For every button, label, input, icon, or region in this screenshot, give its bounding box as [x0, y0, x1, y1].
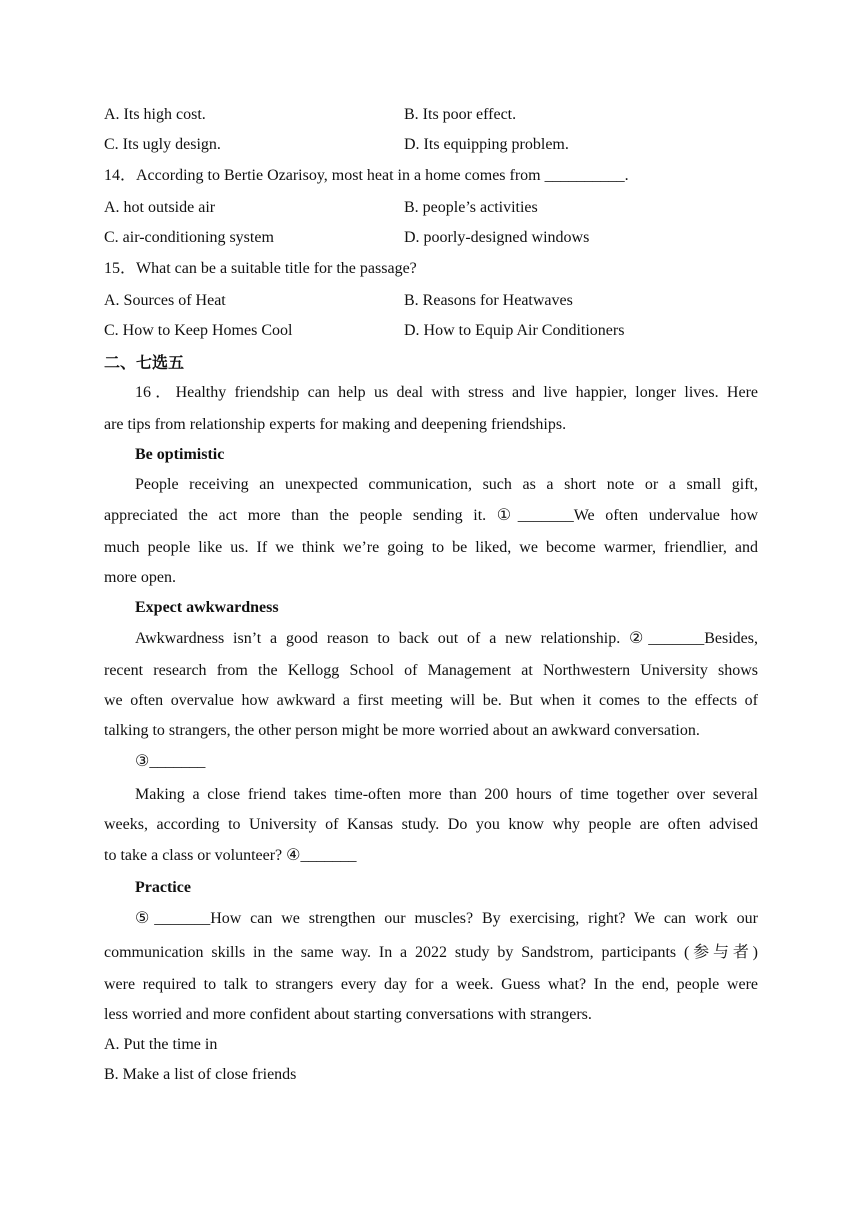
subheading-practice: Practice — [135, 879, 191, 896]
passage-intro-line-2: are tips from relationship experts for making and deepening friendships. — [104, 416, 567, 433]
paragraph-1-line-4: more open. — [104, 569, 176, 586]
paragraph-4-line-2: communication skills in the same way. In a 2022 study by Sandstrom, participants (参与者) — [104, 944, 758, 961]
q15-option-d: D. How to Equip Air Conditioners — [404, 322, 625, 339]
paragraph-3-line-1: Making a close friend takes time-often more than 200 hours of time together over several — [135, 786, 758, 803]
paragraph-2-line-1: Awkwardness isn’t a good reason to back out of a new relationship. ②_______Besides, — [135, 630, 758, 647]
q13-option-d: D. Its equipping problem. — [404, 136, 569, 153]
subheading-expect-awkwardness: Expect awkwardness — [135, 599, 279, 616]
choice-option-b: B. Make a list of close friends — [104, 1066, 297, 1083]
paragraph-2-line-2: recent research from the Kellogg School of Management at Northwestern University shows — [104, 662, 758, 679]
paragraph-3-line-3: to take a class or volunteer? ④_______ — [104, 847, 357, 864]
passage-intro-line-1: 16．Healthy friendship can help us deal with stress and live happier, longer lives. Here — [135, 384, 758, 401]
q13-option-b: B. Its poor effect. — [404, 106, 517, 123]
choice-option-a: A. Put the time in — [104, 1036, 218, 1053]
paragraph-1-line-1: People receiving an unexpected communication, such as a short note or a small gift, — [135, 476, 758, 493]
q13-option-a: A. Its high cost. — [104, 106, 206, 123]
q13-option-c: C. Its ugly design. — [104, 136, 221, 153]
subheading-be-optimistic: Be optimistic — [135, 446, 225, 463]
q14-option-c: C. air-conditioning system — [104, 229, 274, 246]
paragraph-2-line-3: we often overvalue how awkward a first meeting will be. But when it comes to the effects of — [104, 692, 758, 709]
section-heading: 二、七选五 — [104, 353, 185, 372]
q15-option-c: C. How to Keep Homes Cool — [104, 322, 293, 339]
q14-option-a: A. hot outside air — [104, 199, 216, 216]
q15-option-a: A. Sources of Heat — [104, 292, 226, 309]
q15-option-b: B. Reasons for Heatwaves — [404, 292, 573, 309]
q14-option-b: B. people’s activities — [404, 199, 538, 216]
paragraph-1-line-3: much people like us. If we think we’re going to be liked, we become warmer, friendlier, and — [104, 539, 758, 556]
q14-stem: 14．According to Bertie Ozarisoy, most heat in a home comes from __________. — [104, 167, 629, 184]
q15-stem: 15．What can be a suitable title for the passage? — [104, 260, 417, 277]
paragraph-2-line-4: talking to strangers, the other person might be more worried about an awkward conversation. — [104, 722, 700, 739]
paragraph-4-line-4: less worried and more confident about starting conversations with strangers. — [104, 1006, 592, 1023]
blank-3: ③_______ — [135, 753, 206, 770]
paragraph-3-line-2: weeks, according to University of Kansas study. Do you know why people are often advised — [104, 816, 758, 833]
q14-option-d: D. poorly-designed windows — [404, 229, 590, 246]
paragraph-4-line-3: were required to talk to strangers every day for a week. Guess what? In the end, people were — [104, 976, 758, 993]
paragraph-4-line-1: ⑤_______How can we strengthen our muscles? By exercising, right? We can work our — [135, 910, 758, 927]
paragraph-1-line-2: appreciated the act more than the people sending it. ①_______We often undervalue how — [104, 507, 758, 524]
